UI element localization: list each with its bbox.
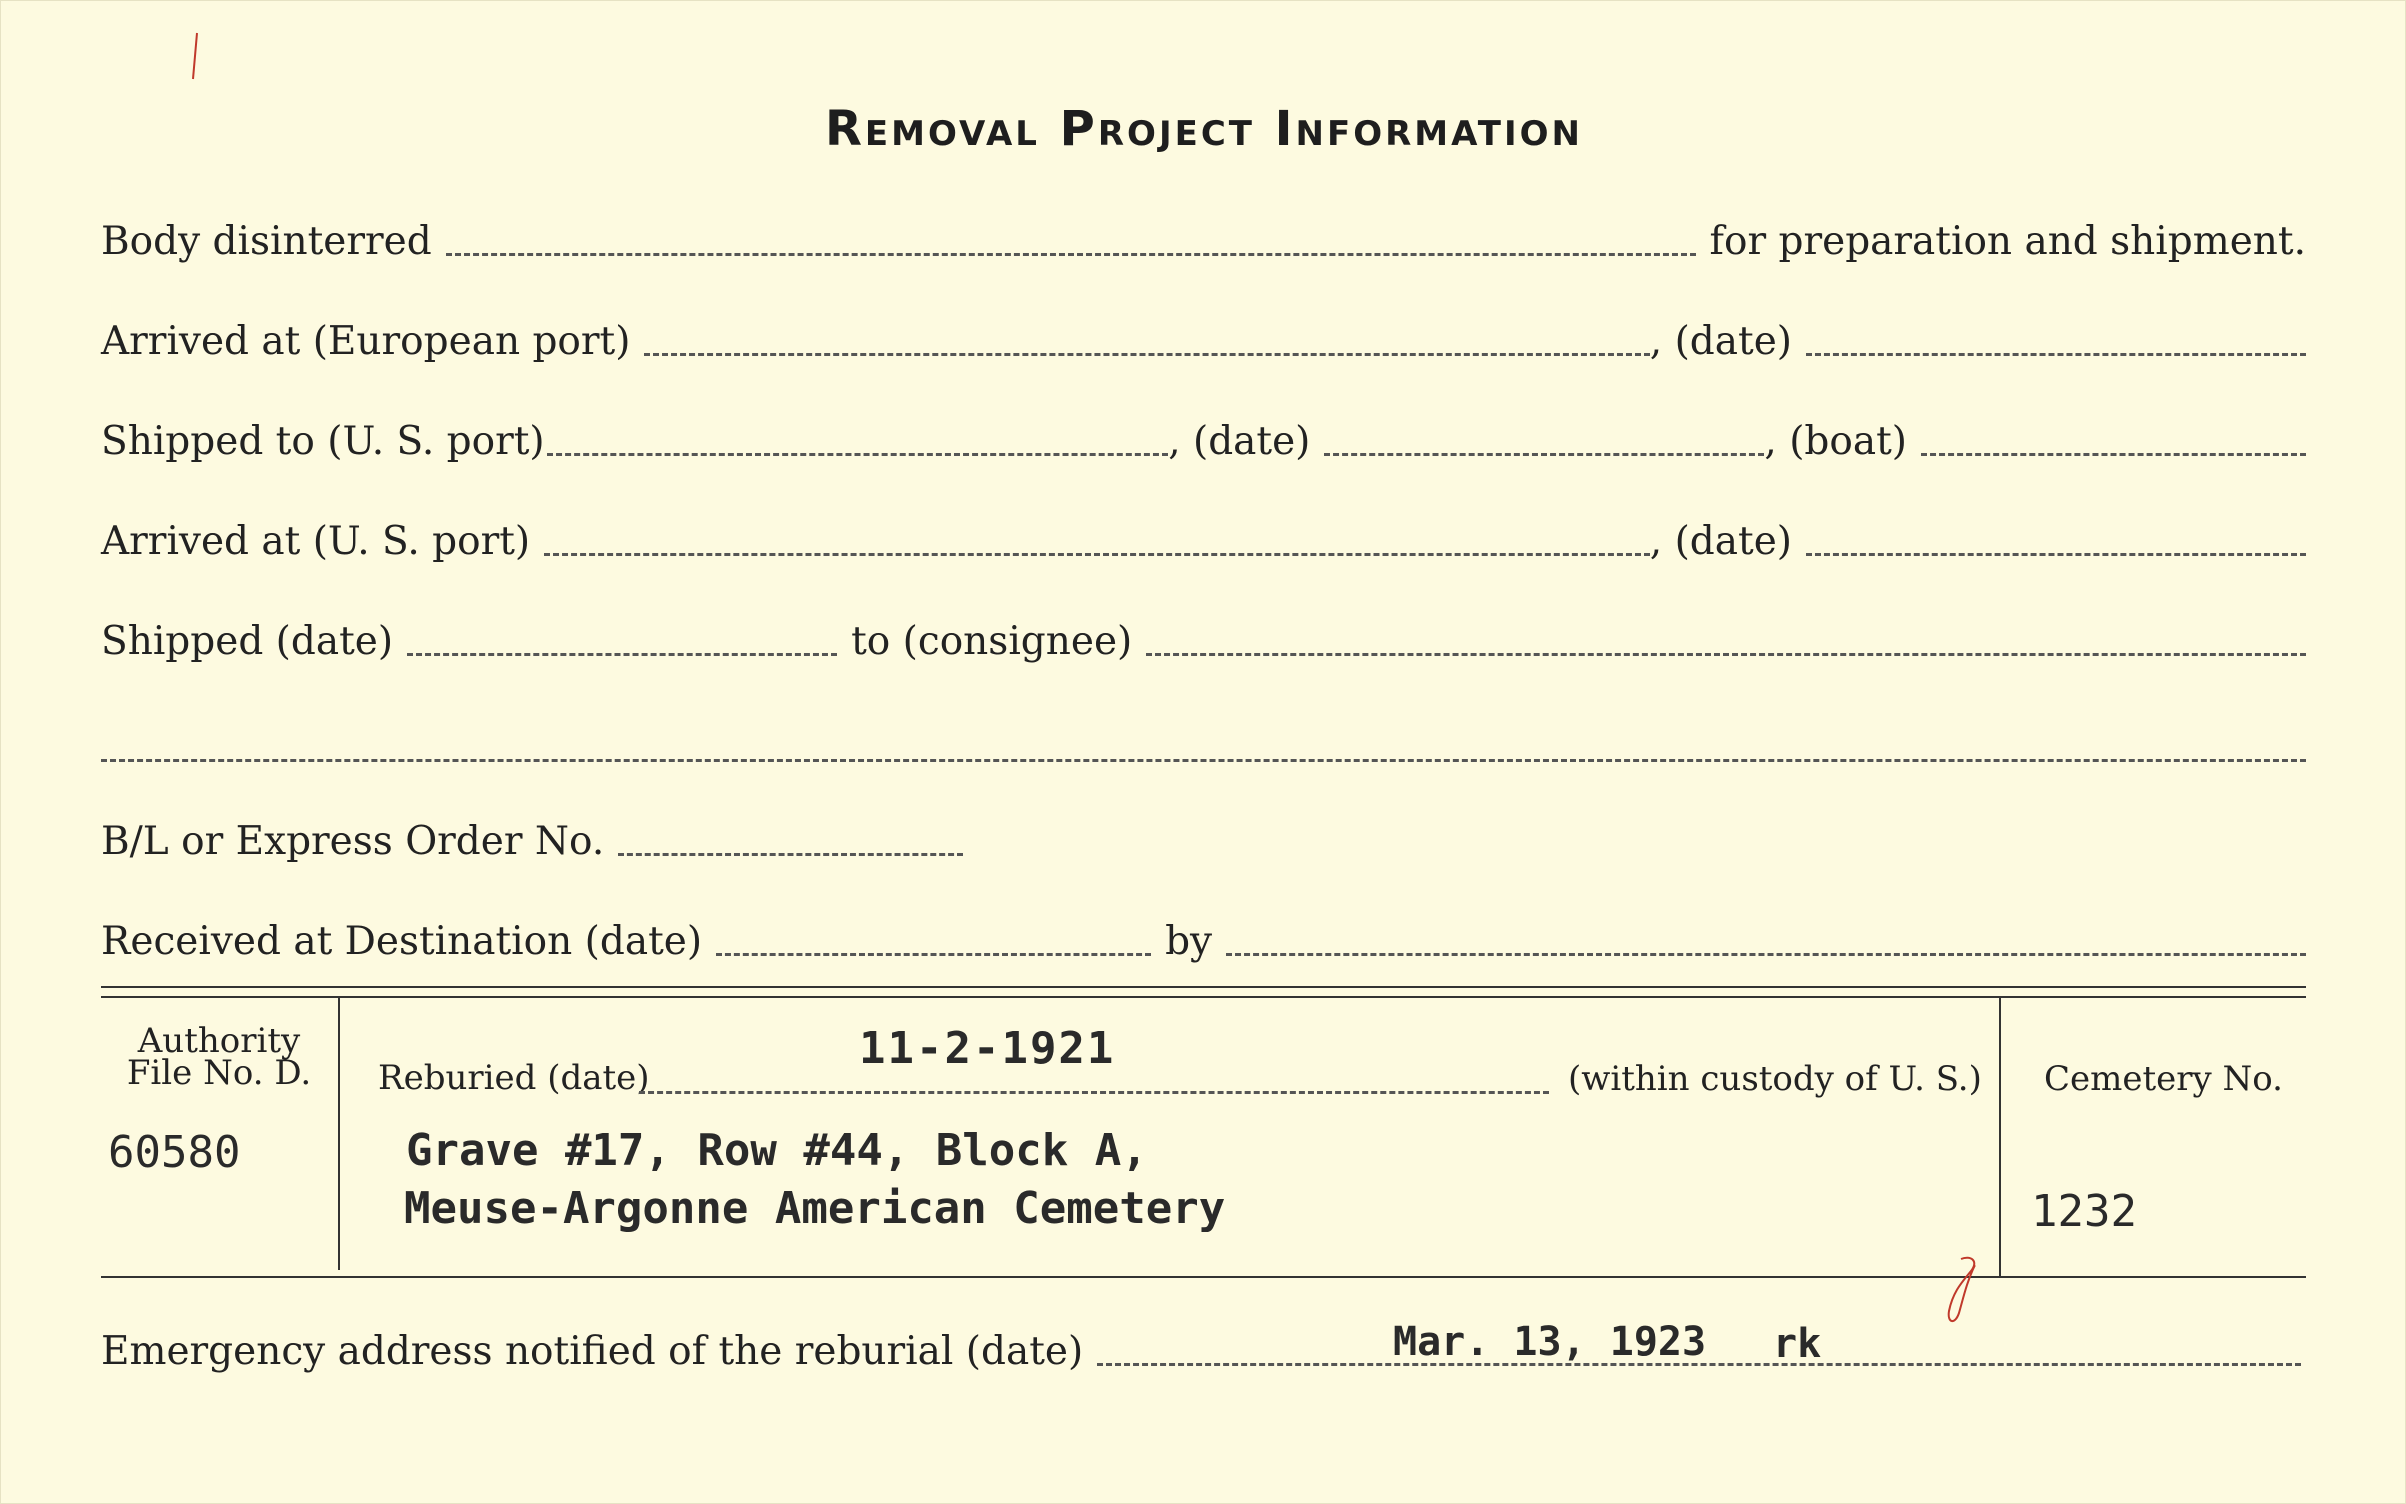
shipped-date-label: Shipped (date) [101,619,394,664]
arrived-us-port-label: Arrived at (U. S. port) [101,519,531,564]
cemetery-number-label: Cemetery No. [2044,1059,2283,1099]
received-by-field[interactable] [1226,953,2306,956]
shipped-us-date-label: , (date) [1168,419,1311,464]
arrived-european-date-field[interactable] [1806,353,2306,356]
reburied-date-label: Reburied (date) [378,1058,650,1098]
emergency-notified-date: Mar. 13, 1923 [1393,1319,1707,1365]
shipped-us-date-field[interactable] [1324,453,1764,456]
arrived-us-date-label: , (date) [1649,519,1792,564]
emergency-initials: rk [1773,1321,1822,1367]
cemetery-divider [1999,998,2001,1278]
row-emergency-address [101,1321,2301,1381]
box-top-rule [101,986,2306,988]
received-date-field[interactable] [716,953,1151,956]
arrived-us-date-field[interactable] [1806,553,2306,556]
bl-express-order-label: B/L or Express Order No. [101,819,605,864]
box-top-rule-inner [101,996,2306,998]
shipped-us-port-label: Shipped to (U. S. port) [101,419,545,464]
emergency-notified-label: Emergency address notified of the reburial (date) [101,1329,1084,1374]
shipped-date-field[interactable] [407,653,837,656]
arrived-european-port-label: Arrived at (European port) [101,319,631,364]
boat-field[interactable] [1921,453,2306,456]
received-by-label: by [1165,919,1213,964]
row-shipped-us-port [101,411,2306,471]
authority-divider [338,998,340,1270]
consignee-continuation-field[interactable] [101,759,2306,762]
authority-label-line2: File No. D. [126,1053,312,1093]
arrived-us-port-field[interactable] [544,553,1650,556]
row-received-destination [101,911,2306,971]
row-body-disinterred [101,211,2306,271]
row-shipped-consignee [101,611,2306,671]
reburied-date-field[interactable] [639,1091,1549,1094]
boat-label: , (boat) [1764,419,1907,464]
authority-label [101,1021,337,1093]
european-port-field[interactable] [644,353,1649,356]
pencil-tick-mark [181,29,211,89]
authority-file-number: 60580 [108,1127,241,1178]
row-arrived-european-port [101,311,2306,371]
preparation-shipment-label: for preparation and shipment. [1709,219,2306,264]
grave-location-line2: Meuse-Argonne American Cemetery [404,1183,1226,1234]
reburied-date-value: 11-2-1921 [859,1023,1116,1074]
received-destination-label: Received at Destination (date) [101,919,703,964]
page-title: Removal Project Information [824,101,1584,157]
body-disinterred-field[interactable] [446,253,1696,256]
bl-express-order-field[interactable] [618,853,963,856]
row-bl-order [101,811,2306,871]
authority-label-line1: Authority [137,1021,301,1061]
us-port-field[interactable] [547,453,1169,456]
cemetery-number-value: 1232 [2031,1186,2137,1237]
consignee-field[interactable] [1146,653,2306,656]
custody-label: (within custody of U. S.) [1568,1059,1982,1099]
arrived-european-date-label: , (date) [1649,319,1792,364]
row-arrived-us-port [101,511,2306,571]
grave-location-line1: Grave #17, Row #44, Block A, [406,1125,1148,1176]
consignee-label: to (consignee) [851,619,1133,664]
body-disinterred-label: Body disinterred [101,219,432,264]
